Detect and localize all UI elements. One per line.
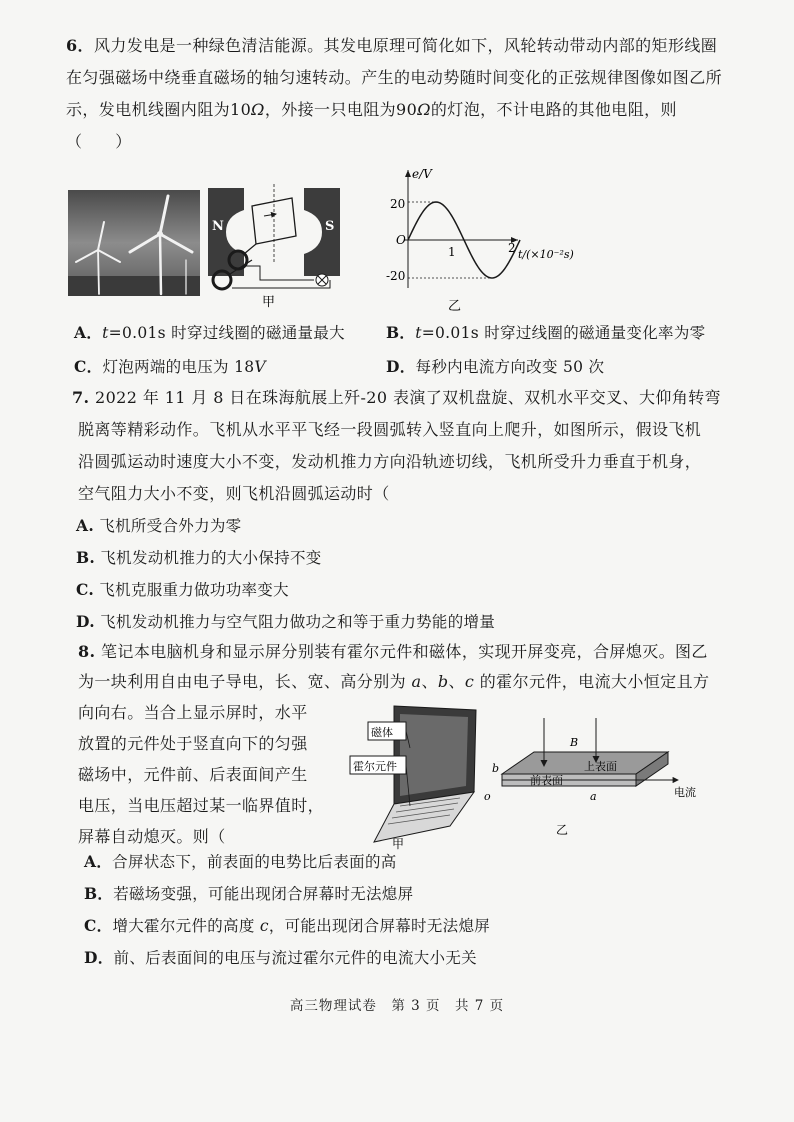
q7-line-2: 脱离等精彩动作。飞机从水平平飞经一段圆弧转入竖直向上爬升，如图所示，假设飞机: [78, 420, 702, 439]
q7-number: 7.: [72, 388, 90, 407]
b-field-label: B: [570, 736, 579, 749]
magnet-south: [304, 188, 340, 276]
x-axis-label: t/(×10⁻²s): [518, 248, 574, 261]
q8-option-c[interactable]: C．增大霍尔元件的高度 c，可能出现闭合屏幕时无法熄屏: [84, 916, 491, 935]
label-o: o: [484, 790, 491, 803]
laptop-keyboard-deck: [374, 792, 474, 842]
y-tick-20: 20: [390, 197, 406, 211]
q6-stem: 6．风力发电是一种绿色清洁能源。其发电原理可简化如下，风轮转动带动内部的矩形线圈在匀强磁场中绕垂直磁场的轴匀速转动。产生的电动势随时间变化的正弦规律图像如图乙所示，发电机线圈内阻为10Ω，外接一只电阻为90Ω的灯泡，不计电路的其他电阻，则（ ）: [66, 36, 723, 151]
wind-turbine-photo: [68, 190, 200, 296]
q8-side-line-4: 电压，当电压超过某一临界值时，: [78, 796, 325, 815]
x-tick-2: 2: [508, 241, 516, 255]
y-axis-label: e/V: [412, 167, 432, 181]
magnet-n-label: N: [212, 219, 224, 234]
fig-block-caption: 乙: [556, 823, 569, 837]
q6-option-b[interactable]: B．t=0.01s 时穿过线圈的磁通量变化率为零: [386, 323, 706, 342]
q6-option-c[interactable]: C．灯泡两端的电压为 18V: [74, 357, 266, 376]
current-label: 电流: [674, 786, 696, 799]
q7-line-4: 空气阻力大小不变，则飞机沿圆弧运动时（: [78, 484, 390, 503]
q6-option-d[interactable]: D．每秒内电流方向改变 50 次: [386, 357, 605, 376]
q8-option-d[interactable]: D．前、后表面间的电压与流过霍尔元件的电流大小无关: [84, 948, 477, 967]
origin-label: O: [396, 233, 406, 247]
hall-element-diagram: [478, 714, 714, 844]
q7-option-c[interactable]: C. 飞机克服重力做功功率变大: [76, 580, 289, 599]
label-b: b: [492, 762, 500, 775]
fig-jia-caption: 甲: [262, 295, 276, 308]
q8-side-line-5: 屏幕自动熄灭。则（: [78, 827, 226, 846]
svg-text:磁体: 磁体: [371, 726, 393, 739]
fig-laptop-caption: 甲: [392, 837, 405, 850]
laptop-diagram: [310, 700, 480, 850]
page-footer: 高三物理试卷 第 3 页 共 7 页: [289, 998, 505, 1014]
label-a: a: [590, 790, 597, 803]
q7-line-3: 沿圆弧运动时速度大小不变，发动机推力方向沿轨迹切线，飞机所受升力垂直于机身，: [78, 452, 702, 471]
x-tick-1: 1: [448, 245, 456, 259]
magnet-s-label: S: [325, 219, 335, 234]
svg-text:霍尔元件: 霍尔元件: [353, 760, 397, 773]
y-tick-minus-20: -20: [386, 269, 406, 283]
q8-line-1: 8. 笔记本电脑机身和显示屏分别装有霍尔元件和磁体，实现开屏变亮，合屏熄灭。图乙: [78, 642, 708, 661]
q7-option-d[interactable]: D. 飞机发动机推力与空气阻力做功之和等于重力势能的增量: [76, 612, 496, 631]
fig-yi-caption: 乙: [448, 299, 462, 314]
q8-option-b[interactable]: B．若磁场变强，可能出现闭合屏幕时无法熄屏: [84, 884, 414, 903]
q7-option-b[interactable]: B. 飞机发动机推力的大小保持不变: [76, 548, 322, 567]
q8-number: 8.: [78, 642, 96, 661]
q7-line-1: 7. 2022 年 11 月 8 日在珠海航展上歼-20 表演了双机盘旋、双机水平交叉、大仰角转弯: [72, 388, 721, 407]
q7-option-a[interactable]: A. 飞机所受合外力为零: [76, 516, 242, 535]
q8-side-line-2: 放置的元件处于竖直向下的匀强: [78, 734, 308, 753]
q8-option-a[interactable]: A．合屏状态下，前表面的电势比后表面的高: [84, 852, 397, 871]
q8-line-2: 为一块利用自由电子导电，长、宽、高分别为 a、b、c 的霍尔元件，电流大小恒定且方: [78, 672, 710, 691]
q6-number: 6．: [66, 36, 94, 55]
q8-side-line-1: 向向右。当合上显示屏时，水平: [78, 703, 308, 722]
top-face-label: 上表面: [584, 760, 617, 773]
generator-diagram: [204, 180, 348, 308]
q6-option-a[interactable]: A．t=0.01s 时穿过线圈的磁通量最大: [74, 323, 345, 342]
emf-time-graph: [368, 164, 596, 314]
q8-side-line-3: 磁场中，元件前、后表面间产生: [78, 765, 308, 784]
front-face-label: 前表面: [530, 774, 563, 787]
